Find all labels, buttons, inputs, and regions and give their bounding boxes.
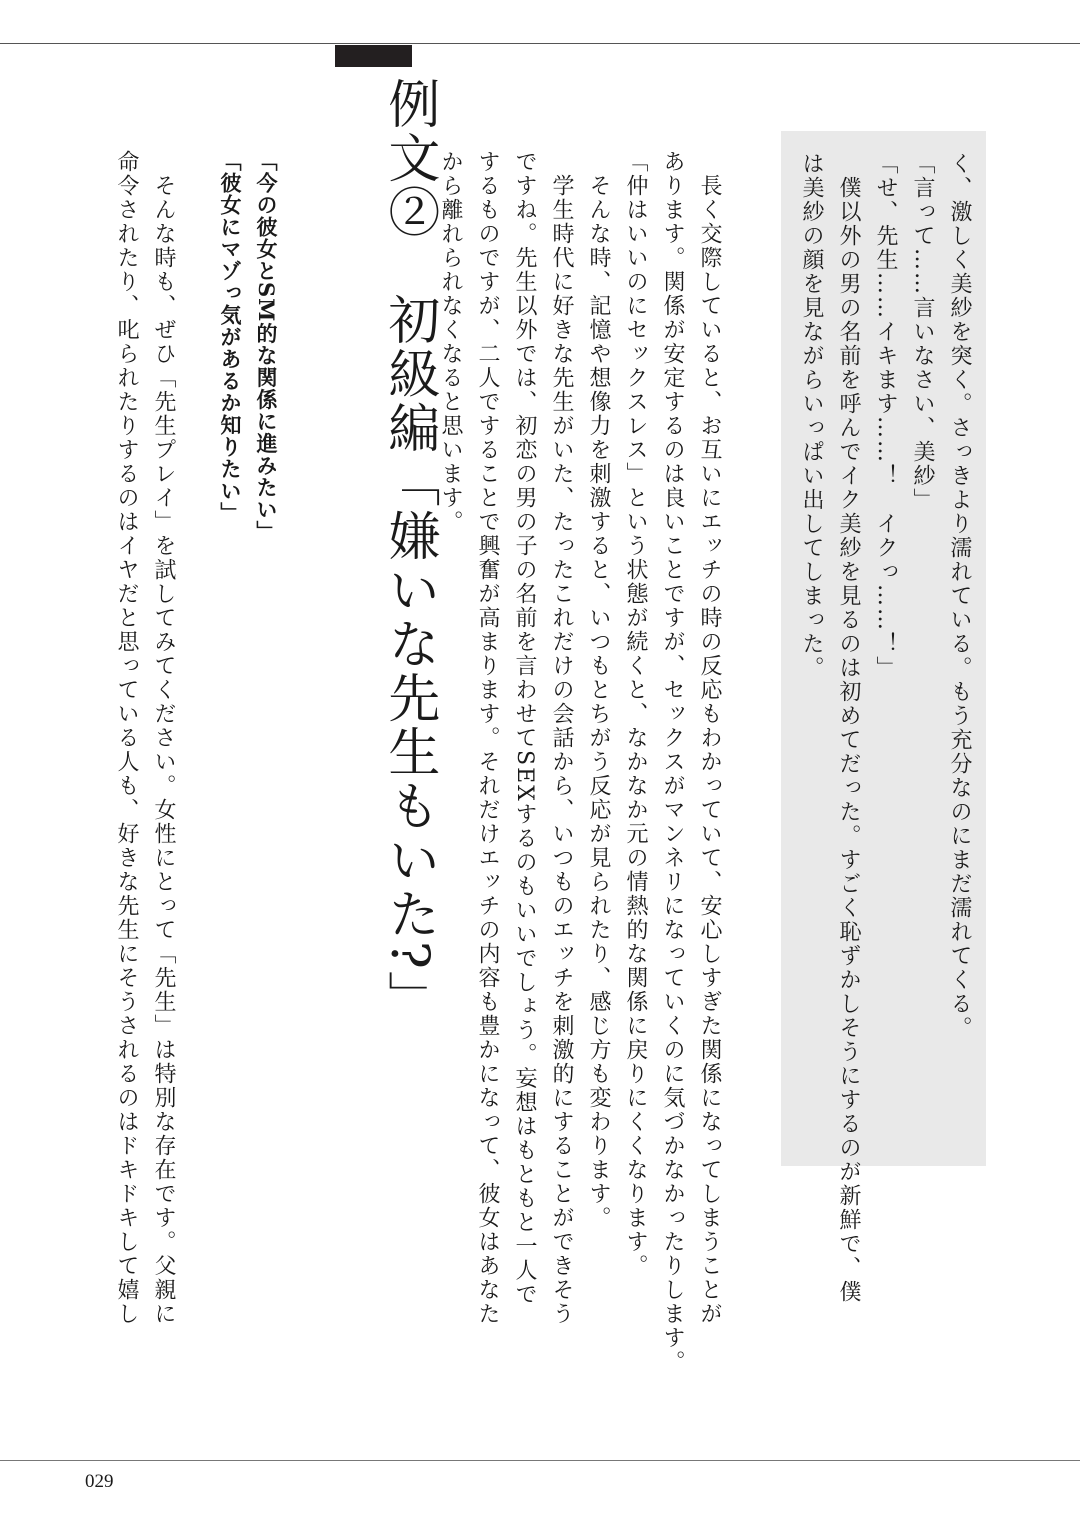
subtitle-line: 「彼女にマゾっ気があるか知りたい」 xyxy=(218,150,243,524)
section-subtitle xyxy=(212,150,284,550)
body-line: から離れられなくなると思います。 xyxy=(438,150,463,534)
body-text-main xyxy=(438,150,728,1374)
page-number: 029 xyxy=(85,1471,114,1492)
quote-line: 「言って……言いなさい、美紗」 xyxy=(910,152,935,512)
subtitle-line: 「今の彼女とSM的な関係に進みたい」 xyxy=(254,150,279,543)
body-line: そんな時、記憶や想像力を刺激すると、いつもとちがう反応が見られたり、感じ方も変わります。 xyxy=(586,150,611,1230)
body-line: 学生時代に好きな先生がいた、たったこれだけの会話から、いつものエッチを刺激的にすることができそう xyxy=(549,150,574,1326)
body-line: するものですが、二人ですることで興奮が高まります。それだけエッチの内容も豊かになって、彼女はあなた xyxy=(475,150,500,1326)
body-line: 「仲はいいのにセックスレス」という状態が続くと、なかなか元の情熱的な関係に戻りにくくなります。 xyxy=(623,150,648,1278)
body-line: そんな時も、ぜひ「先生プレイ」を試してみてください。女性にとって「先生」は特別な存在です。父親に xyxy=(151,150,176,1326)
quote-line: は美紗の顔を見ながらいっぱい出してしまった。 xyxy=(799,152,824,680)
body-line: あります。関係が安定するのは良いことですが、セックスがマンネリになっていくのに気づかなかったりします。 xyxy=(660,150,685,1374)
example-quote-box xyxy=(781,131,986,1304)
body-text-lower xyxy=(92,150,182,1326)
body-line: ですね。先生以外では、初恋の男の子の名前を言わせてSEXするのもいいでしょう。妄想はもともと一人で xyxy=(512,150,537,1307)
quote-line: く、激しく美紗を突く。さっきより濡れている。もう充分なのにまだ濡れてくる。 xyxy=(947,152,972,1040)
quote-line: 僕以外の男の名前を呼んでイク美紗を見るのは初めてだった。すごく恥ずかしそうにするのが新鮮で、僕 xyxy=(836,152,861,1304)
body-line: 長く交際していると、お互いにエッチの時の反応もわかっていて、安心しすぎた関係になってしまうことが xyxy=(697,150,722,1326)
bottom-rule xyxy=(0,1460,1080,1461)
quote-line: 「せ、先生……イキます……！ イクっ……！」 xyxy=(873,152,898,680)
top-rule xyxy=(0,43,1080,44)
body-line: 命令されたり、叱られたりするのはイヤだと思っている人も、好きな先生にそうされるのはドキドキして嬉し xyxy=(114,150,139,1326)
section-title: 例文② 初級編「嫌いな先生もいた?」 xyxy=(378,77,439,1025)
heading-tab-marker xyxy=(335,45,412,67)
